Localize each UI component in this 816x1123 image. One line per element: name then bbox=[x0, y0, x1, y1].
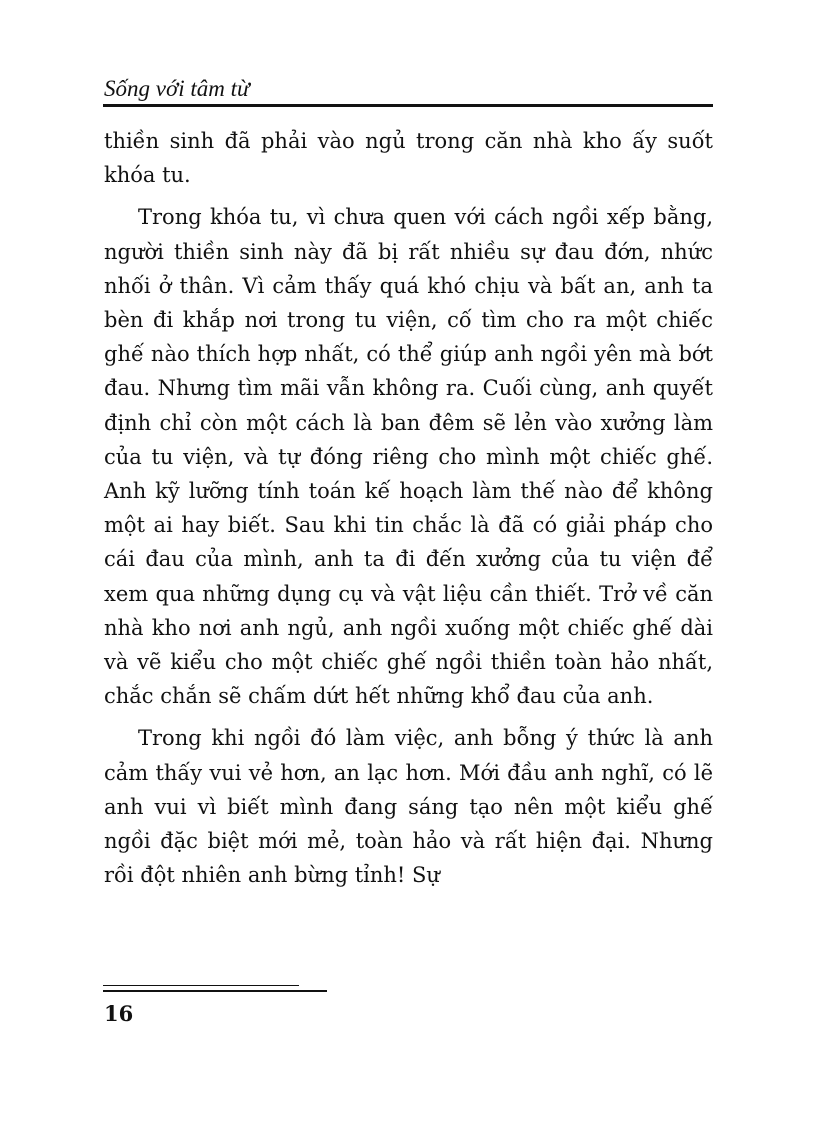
header-rule bbox=[103, 104, 713, 107]
footer-rule-thick bbox=[103, 990, 327, 992]
running-title: Sống với tâm từ bbox=[104, 76, 250, 101]
page-number: 16 bbox=[104, 1001, 134, 1026]
footer-rule-thin bbox=[103, 985, 299, 986]
page-body bbox=[104, 124, 713, 900]
paragraph-continued: thiền sinh đã phải vào ngủ trong căn nhà kho ấy suốt khóa tu. bbox=[104, 129, 713, 188]
paragraph: Trong khóa tu, vì chưa quen với cách ngồi xếp bằng, người thiền sinh này đã bị rất nhiều sự đau đớn, nhức nhối ở thân. Vì cảm thấy quá khó chịu và bất an, anh ta bèn đi khắp nơi trong tu viện, cố tìm cho ra một chiếc ghế nào thích hợp nhất, có thể giúp anh ngồi yên mà bớt đau. Nhưng tìm mãi vẫn không ra. Cuối cùng, anh quyết định chỉ còn một cách là ban đêm sẽ lẻn vào xưởng làm của tu viện, và tự đóng riêng cho mình một chiếc ghế. Anh kỹ lưỡng tính toán kế hoạch làm thế nào để không một ai hay biết. Sau khi tin chắc là đã có giải pháp cho cái đau của mình, anh ta đi đến xưởng của tu viện để xem qua những dụng cụ và vật liệu cần thiết. Trở về căn nhà kho nơi anh ngủ, anh ngồi xuống một chiếc ghế dài và vẽ kiểu cho một chiếc ghế ngồi thiền toàn hảo nhất, chắc chắn sẽ chấm dứt hết những khổ đau của anh. bbox=[104, 205, 713, 709]
paragraph: Trong khi ngồi đó làm việc, anh bỗng ý thức là anh cảm thấy vui vẻ hơn, an lạc hơn. Mới đầu anh nghĩ, có lẽ anh vui vì biết mình đang sáng tạo nên một kiểu ghế ngồi đặc biệt mới mẻ, toàn hảo và rất hiện đại. Nhưng rồi đột nhiên anh bừng tỉnh! Sự bbox=[104, 726, 713, 888]
footer-rule bbox=[103, 985, 327, 993]
